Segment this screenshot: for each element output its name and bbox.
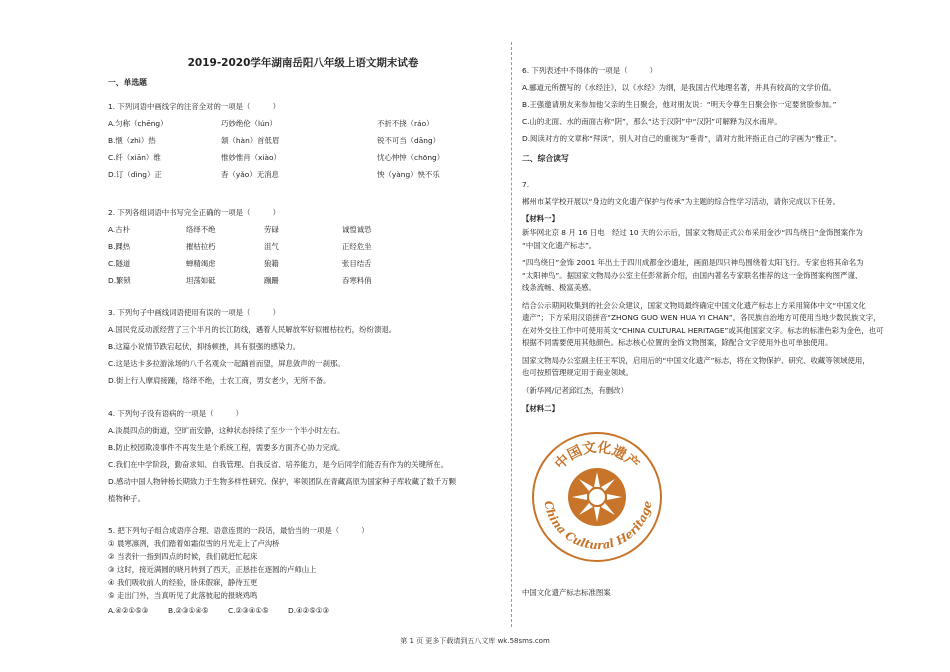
question-5: [108, 524, 498, 619]
question-2: [108, 204, 498, 289]
cultural-heritage-emblem: [530, 425, 665, 570]
option-b: B.②③①④⑤: [168, 606, 209, 615]
option-a: A.国民党反动派经营了三个半月的长江防线，遇着人民解放军好似摧枯拉朽，纷纷溃退。: [108, 325, 397, 334]
paragraph-line: 在对外交往工作中可使用英文“CHINA CULTURAL HERITAGE”或其他国家文字。标志的标准色彩为金色，也可: [522, 325, 884, 335]
question-intro: 郴州市某学校开展以“身边的文化遗产保护与传承”为主题的综合性学习活动，请你完成以下任务。: [522, 197, 841, 206]
paragraph-line: 也可按照管理规定用于商业领域。: [522, 368, 633, 377]
option-d: D.阅读对方的文章称“拜读”，别人对自己的重视为“垂青”，请对方批评指正自己的字画为“雅正”。: [522, 134, 842, 143]
option-row-d: [108, 272, 498, 289]
option-d: D.感动中国人物钟杨长期致力于生物多样性研究、保护，率领团队在青藏高原为国家种子库收藏了数千万颗: [108, 477, 457, 486]
option-row-d: [108, 166, 498, 183]
sentence-5: ⑤ 走出门外，当真听见了此落彼起的报晓鸡鸣: [108, 591, 258, 600]
option-d: D.街上行人摩肩接踵，络绎不绝，士农工商，男女老少，无所不备。: [108, 376, 331, 385]
question-6: [522, 62, 914, 147]
option-row-c: [108, 255, 498, 272]
option-row-b: [108, 238, 498, 255]
option-c: C.这是达卡多拉游泳场的八千名观众一起踊首而望，屏息敛声的一刹那。: [108, 359, 345, 368]
option-a: A.郦道元所撰写的《水经注》，以《水经》为纲，是我国古代地理名著，并具有较高的文学价值。: [522, 83, 836, 92]
option-b: B.防止校园欺凌事件不再发生是个系统工程，需要多方面齐心协力完成。: [108, 443, 345, 452]
sentence-3: ③ 这时，接近满圆的晓月转到了西天，正恳挂在逐圆的卢师山上: [108, 565, 317, 574]
option-c-3: 忧心忡忡（chōng）: [377, 153, 445, 162]
question-7: [522, 176, 914, 417]
option-d-cont: 植物种子。: [108, 494, 145, 503]
question-3: [108, 304, 498, 389]
option-cell: 正经危坐: [342, 242, 372, 251]
material-1-label: 【材料一】: [522, 214, 559, 223]
material-1-text: [522, 227, 914, 397]
option-d-3: 怏（yàng）怏不乐: [377, 170, 440, 179]
paragraph-line: 遗产”；下方采用汉语拼音“ZHONG GUO WEN HUA YI CHAN”。各民族自治地方可使用当地少数民族文字，: [522, 313, 881, 322]
paragraph-line: “中国文化遗产标志”。: [522, 240, 597, 250]
option-cell: 诚惶诚恐: [342, 225, 372, 234]
option-b-2: 颔（hàn）首低眉: [221, 136, 280, 145]
option-b-1: B.惬（zhì）热: [108, 136, 156, 145]
option-c: C.②③④①⑤: [228, 606, 269, 615]
section-heading-reading-writing: 二、综合读写: [522, 154, 569, 163]
option-a-1: A.匀称（chēng）: [108, 119, 168, 128]
option-cell: B.踝热: [108, 242, 131, 251]
answer-options: [108, 602, 348, 619]
paragraph-line: “四鸟绕日”金饰 2001 年出土于四川成都金沙遗址，画面是四只神鸟围绕着太阳飞行。专家也将其命名为: [522, 258, 864, 267]
sentence-1: ① 晨寒凛冽，我们踏着如霜似雪的月光走上了卢沟桥: [108, 539, 280, 548]
option-cell: D.繁锁: [108, 276, 131, 285]
option-cell: 张目结舌: [342, 259, 372, 268]
option-c: C.我们在中学阶段，勤奋求知、自我管理、自我反省、培养能力，是今后同学们能否有作为的关键所在。: [108, 460, 449, 469]
question-stem: 6. 下列表述中不得体的一项是（ ）: [522, 66, 658, 75]
option-cell: 蝉精竭虑: [186, 259, 216, 268]
option-a-2: 巧妙绝伦（lún）: [221, 119, 277, 128]
paragraph-line: 新华网北京 8 月 16 日电 经过 10 天的公示后，国家文物局正式公布采用金沙“四鸟绕日”金饰图案作为: [522, 228, 863, 237]
paragraph-line: 结合公示期间收集到的社会公众建议，国家文物局最终确定中国文化遗产标志上方采用简体中文“中国文化: [522, 300, 866, 310]
option-cell: 狼籍: [264, 259, 279, 268]
page-footer: 第 1 页 更多下载请到五八文库 wk.58sms.com: [400, 637, 550, 645]
page-title: 2019-2020学年湖南岳阳八年级上语文期末试卷: [187, 57, 419, 69]
paragraph-line: 根据不同需要使用其他颜色。标志核心位置的金饰文物图案，除配合文字使用外也可单独使用。: [522, 338, 833, 347]
option-cell: 蹦跚: [264, 276, 279, 285]
material-2-label: 【材料二】: [522, 404, 559, 413]
question-4: [108, 405, 498, 507]
question-stem: 2. 下列各组词语中书写完全正确的一项是（ ）: [108, 208, 280, 217]
emblem-caption: 中国文化遗产标志标准图案: [522, 588, 611, 597]
question-1: [108, 98, 498, 183]
question-number: 7.: [522, 180, 530, 189]
source-note: （新华网/记者邱红杰，有删改）: [522, 385, 628, 395]
option-cell: C.隧道: [108, 259, 131, 268]
option-cell: 吞寒料俏: [342, 276, 372, 285]
paragraph-line: 线条流畅、极富美感。: [522, 283, 596, 292]
option-cell: A.古朴: [108, 225, 131, 234]
question-stem: 1. 下列词语中画线字的注音全对的一项是（ ）: [108, 102, 280, 111]
option-d-1: D.订（dìng）正: [108, 170, 162, 179]
option-a: A.④②①⑤③: [108, 606, 149, 615]
option-row-a: [108, 115, 498, 132]
option-c-2: 惟妙惟肖（xiào）: [221, 153, 281, 162]
option-cell: 坦荡如砥: [186, 276, 216, 285]
section-heading-single-choice: 一、单选题: [108, 78, 147, 87]
question-stem: 3. 下列句子中画线词语使用有误的一项是（ ）: [108, 308, 280, 317]
paragraph-line: 国家文物局办公室副主任王军说，启用后的“中国文化遗产”标志，将在文物保护、研究、收藏等领域使用，: [522, 355, 870, 365]
option-b: B.这篇小说情节跌宕起伏，抑扬顿挫，具有很强的感染力。: [108, 342, 301, 351]
column-divider: [511, 42, 512, 627]
option-a: A.淡晨四点的街道，空旷而安静，这种状态持续了至少一个半小时左右。: [108, 426, 345, 435]
option-row-b: [108, 132, 498, 149]
option-b: B.王强邀请朋友来参加他父亲的生日聚会，他对朋友说：“明天令尊生日聚会你一定要赏脸参加。”: [522, 100, 837, 109]
option-a-3: 不折不挠（ráo）: [377, 119, 434, 128]
option-cell: 劳碌: [264, 225, 279, 234]
option-c: C.山的北面、水的南面古称“阴”，那么“达于汉阴”中“汉阴”可解释为汉水南岸。: [522, 117, 782, 126]
option-c-1: C.纤（xiān）维: [108, 153, 161, 162]
option-d-2: 杳（yǎo）无消息: [221, 170, 279, 179]
option-cell: 沮气: [264, 242, 279, 251]
paragraph-line: “太阳神鸟”。据国家文物局办公室主任彭常新介绍，由国内著名专家联名推荐的这一金饰图案构图严谨、: [522, 270, 863, 280]
option-cell: 摧枯拉朽: [186, 242, 216, 251]
option-d: D.④②⑤①③: [288, 606, 330, 615]
emblem-english-text: China Cultural Heritage: [541, 499, 655, 553]
sun-rays-icon: [572, 472, 622, 522]
emblem-chinese-text: 中国文化遗产: [551, 439, 643, 473]
sentence-4: ④ 我们吸收前人的经验，卧床假寐，静待五更: [108, 578, 258, 587]
option-b-3: 锐不可当（dāng）: [377, 136, 441, 145]
question-stem: 4. 下列句子没有语病的一项是（ ）: [108, 409, 244, 418]
option-row-c: [108, 149, 498, 166]
question-stem: 5. 把下列句子组合成语序合理、语意连贯的一段话，最恰当的一项是（ ）: [108, 526, 369, 535]
sentence-2: ② 当表针一指到四点的时候，我们就赶忙起床: [108, 552, 258, 561]
option-cell: 络绎不绝: [186, 225, 216, 234]
option-row-a: [108, 221, 498, 238]
